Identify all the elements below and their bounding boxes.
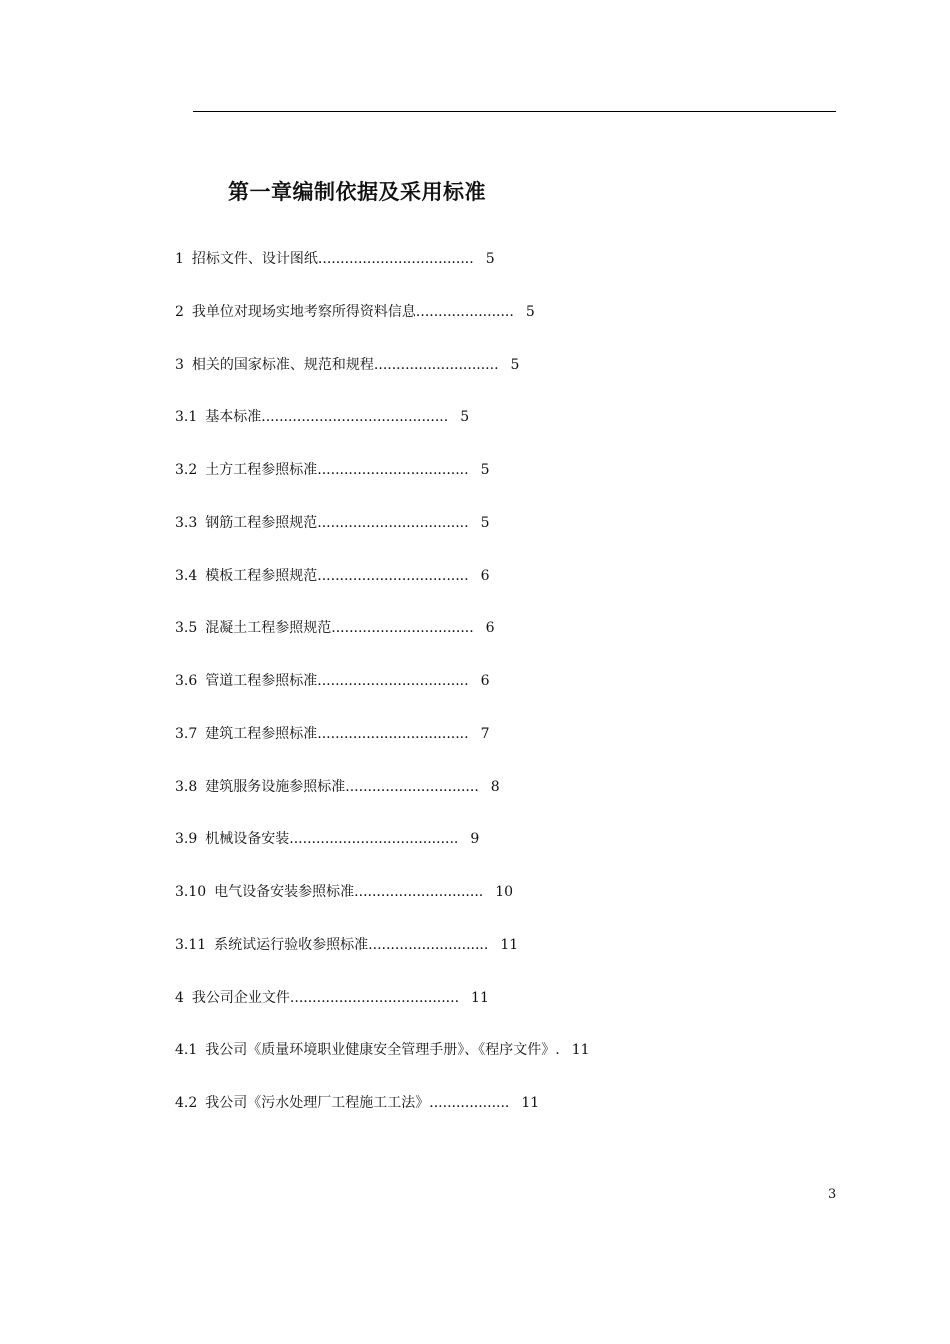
toc-entry-page: 5	[480, 462, 490, 478]
toc-entry-page: 5	[510, 356, 520, 373]
toc-entry[interactable]	[175, 1090, 695, 1143]
toc-entry-leader: ................................	[331, 620, 474, 637]
toc-entry-leader: ..................................	[317, 462, 469, 478]
toc-entry-leader: ......................................	[289, 831, 459, 848]
toc-entry[interactable]	[175, 510, 695, 563]
toc-entry-number: 2	[175, 303, 184, 320]
toc-entry-number: 3.8	[175, 778, 198, 795]
toc-entry-leader: ......................................	[289, 989, 460, 1006]
toc-entry-leader: ..................................	[317, 725, 469, 742]
toc-entry-number: 3.4	[175, 567, 198, 584]
toc-entry[interactable]	[175, 563, 695, 616]
toc-entry-title: 土方工程参照标准	[205, 462, 318, 478]
toc-entry-page: 8	[490, 778, 500, 795]
toc-entry-title: 管道工程参照标准	[205, 673, 318, 689]
toc-entry-title: 我单位对现场实地考察所得资料信息	[191, 303, 416, 320]
toc-entry-title: 混凝土工程参照规范	[205, 620, 332, 637]
toc-entry[interactable]	[175, 246, 695, 299]
toc-entry-leader: ......................	[415, 303, 514, 320]
toc-entry-number: 3.1	[175, 409, 198, 426]
toc-entry-title: 建筑服务设施参照标准	[205, 778, 346, 795]
toc-entry[interactable]	[175, 668, 695, 721]
toc-entry-title: 我公司《质量环境职业健康安全管理手册》、《程序文件》	[205, 1042, 556, 1059]
toc-entry[interactable]	[175, 615, 695, 668]
toc-entry-number: 1	[175, 251, 184, 267]
toc-entry-page: 11	[571, 1042, 590, 1059]
toc-entry-title: 我公司企业文件	[191, 989, 290, 1006]
toc-entry-title: 招标文件、设计图纸	[191, 251, 318, 267]
toc-entry-title: 模板工程参照规范	[205, 567, 318, 584]
toc-entry-number: 3.9	[175, 831, 198, 848]
toc-entry-number: 4.2	[175, 1095, 198, 1111]
toc-entry-leader: ..................	[429, 1095, 510, 1111]
toc-entry[interactable]	[175, 879, 695, 932]
toc-entry-leader: ..................................	[317, 673, 469, 689]
toc-entry-page: 6	[480, 673, 490, 689]
toc-entry-leader: .............................	[354, 884, 484, 900]
toc-entry-title: 机械设备安装	[205, 831, 290, 848]
toc-entry[interactable]	[175, 352, 695, 405]
toc-entry-leader: ..................................	[317, 514, 469, 531]
toc-entry[interactable]	[175, 299, 695, 352]
toc-entry-number: 3.6	[175, 673, 198, 689]
toc-entry-title: 建筑工程参照标准	[205, 725, 318, 742]
toc-entry-leader: ..............................	[345, 778, 479, 795]
toc-entry-page: 10	[495, 884, 514, 900]
toc-entry-leader: ..........................................	[261, 409, 449, 426]
toc-entry-leader: ...................................	[317, 251, 474, 267]
toc-entry-number: 3.2	[175, 462, 198, 478]
toc-entry-number: 3.7	[175, 725, 198, 742]
toc-entry-number: 3.11	[175, 936, 207, 953]
toc-entry-page: 11	[521, 1095, 540, 1111]
toc-entry-leader: ..................................	[317, 567, 469, 584]
page-number: 3	[828, 1187, 837, 1202]
toc-entry-leader: ...........................	[368, 936, 489, 953]
toc-entry[interactable]	[175, 826, 695, 879]
toc-entry-page: 6	[480, 567, 490, 584]
toc-entry-title: 钢筋工程参照规范	[205, 514, 318, 531]
toc-entry-title: 我公司《污水处理厂工程施工工法》	[205, 1095, 430, 1111]
toc-entry-leader: .	[555, 1042, 560, 1059]
toc-entry-number: 3.5	[175, 620, 198, 637]
toc-entry-page: 7	[480, 725, 490, 742]
toc-entry-page: 11	[500, 936, 519, 953]
toc-entry-page: 5	[480, 514, 490, 531]
toc-entry-title: 系统试运行验收参照标准	[214, 936, 369, 953]
toc-entry-page: 9	[470, 831, 480, 848]
toc-entry[interactable]	[175, 932, 695, 985]
toc-entry-page: 11	[471, 989, 489, 1006]
toc-entry-title: 电气设备安装参照标准	[214, 884, 355, 900]
chapter-title: 第一章编制依据及采用标准	[228, 180, 486, 204]
toc-entry[interactable]	[175, 985, 695, 1038]
toc-entry-leader: ............................	[373, 356, 499, 373]
toc-entry-title: 基本标准	[205, 409, 262, 426]
toc-entry[interactable]	[175, 721, 695, 774]
toc-entry-number: 3.3	[175, 514, 198, 531]
toc-entry-page: 5	[485, 251, 495, 267]
toc-entry-page: 5	[460, 409, 470, 426]
toc-entry-title: 相关的国家标准、规范和规程	[191, 356, 374, 373]
toc-entry-number: 4	[175, 989, 184, 1006]
toc-entry-number: 3	[175, 356, 184, 373]
toc-entry[interactable]	[175, 404, 695, 457]
toc-entry-page: 6	[485, 620, 495, 637]
toc-entry[interactable]	[175, 774, 695, 827]
toc-entry-page: 5	[525, 303, 535, 320]
table-of-contents	[175, 246, 695, 1143]
toc-entry-number: 3.10	[175, 884, 207, 900]
header-rule	[193, 111, 836, 112]
toc-entry-number: 4.1	[175, 1042, 198, 1059]
toc-entry[interactable]	[175, 1037, 695, 1090]
toc-entry[interactable]	[175, 457, 695, 510]
